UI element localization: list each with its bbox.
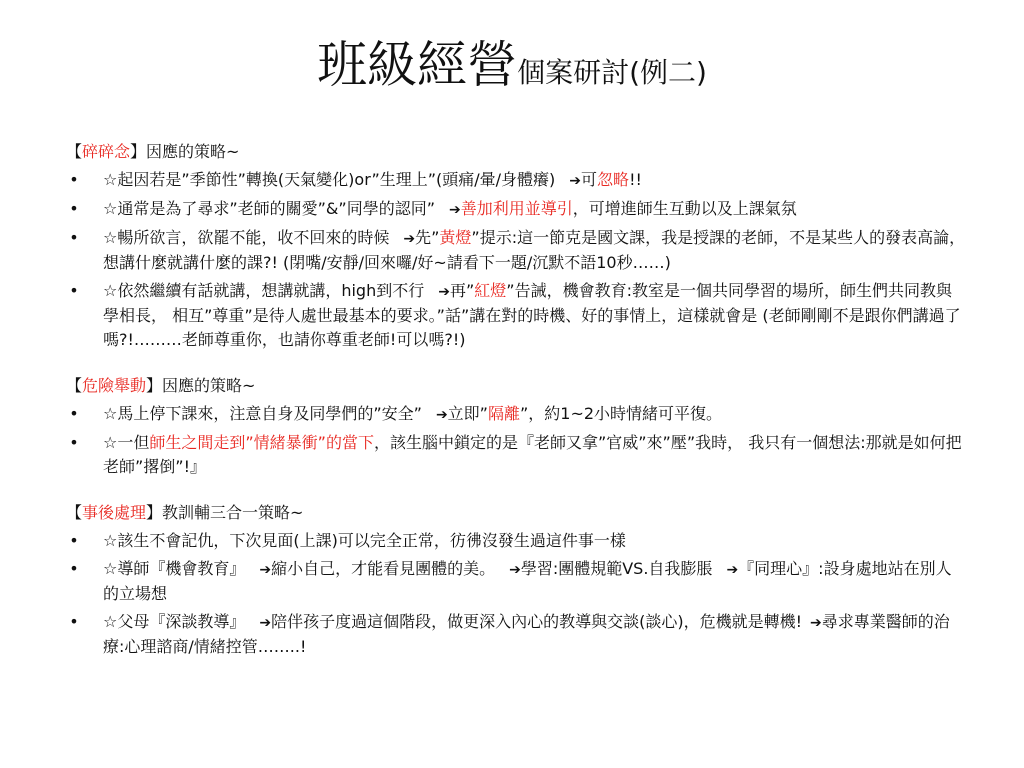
bullet-text: ☆暢所欲言，欲罷不能，收不回來的時候 — [103, 228, 390, 247]
list-item — [66, 226, 966, 275]
section-nagging — [66, 140, 966, 352]
list-item — [66, 610, 966, 659]
bracket-open: 【 — [66, 503, 83, 522]
bullet-icon: • — [69, 228, 79, 247]
highlight-text: 紅燈 — [474, 281, 507, 300]
bullet-icon: • — [69, 281, 79, 300]
highlight-text: 黃燈 — [439, 228, 472, 247]
highlight-text: 隔離 — [487, 404, 520, 423]
bullet-text: ”，約1~2小時情緒可平復。 — [519, 404, 723, 423]
section-heading — [66, 140, 966, 164]
section-strategy: 因應的策略~ — [162, 376, 256, 395]
highlight-text: 善加利用並導引 — [460, 199, 573, 218]
list-item — [66, 279, 966, 352]
arrow-right-icon: ➔ — [259, 562, 272, 578]
arrow-right-icon: ➔ — [435, 407, 448, 423]
bullet-text: 立即” — [447, 404, 488, 423]
bullet-icon: • — [69, 199, 79, 218]
bullet-text: 『同理心』:設身處地站在別人的立場想 — [103, 559, 952, 603]
list-item — [66, 431, 966, 479]
bullet-icon: • — [69, 170, 79, 189]
list-item — [66, 402, 966, 427]
bullet-text: ，該生腦中鎖定的是『老師又拿”官威”來”壓”我時， 我只有一個想法:那就是如何把老師”撂倒”!』 — [103, 433, 962, 476]
arrow-right-icon: ➔ — [726, 562, 739, 578]
section-dangerous-behavior — [66, 374, 966, 479]
bullet-text: 尋求專業醫師的治療:心理諮商/情緒控管……..! — [103, 612, 950, 656]
bullet-text: 先” — [415, 228, 440, 247]
bracket-close: 】 — [130, 142, 147, 161]
arrow-right-icon: ➔ — [509, 562, 521, 578]
arrow-right-icon: ➔ — [403, 231, 416, 247]
bullet-text: ☆通常是為了尋求”老師的關愛”&”同學的認同” — [103, 199, 435, 218]
section-heading — [66, 501, 966, 525]
arrow-right-icon: ➔ — [448, 202, 461, 218]
bullet-icon: • — [69, 404, 79, 423]
section-keyword: 碎碎念 — [82, 142, 131, 161]
arrow-right-icon: ➔ — [259, 615, 272, 631]
list-item — [66, 197, 966, 222]
bullet-text: 學習:團體規範VS.自我膨脹 — [520, 559, 713, 578]
bullet-text: ☆起因若是”季節性”轉換(天氣變化)or”生理上”(頭痛/暈/身體癢) — [103, 170, 556, 189]
list-item — [66, 529, 966, 553]
bullet-list — [66, 529, 966, 659]
section-heading — [66, 374, 966, 398]
bullet-list — [66, 168, 966, 352]
section-strategy: 教訓輔三合一策略~ — [162, 503, 304, 522]
highlight-text: 忽略 — [597, 170, 630, 189]
bullet-text: 陪伴孩子度過這個階段，做更深入內心的教導與交談(談心)，危機就是轉機! — [271, 612, 802, 631]
bracket-close: 】 — [146, 376, 163, 395]
bullet-text: 可 — [581, 170, 598, 189]
arrow-right-icon: ➔ — [569, 173, 582, 189]
bullet-text: !! — [629, 170, 642, 189]
arrow-right-icon: ➔ — [438, 284, 450, 300]
bracket-open: 【 — [66, 142, 83, 161]
bullet-text: ，可增進師生互動以及上課氣氛 — [572, 199, 797, 218]
bullet-text: ”告誡，機會教育:教室是一個共同學習的場所，師生們共同教與學相長， 相互”尊重”是待人處世最基本的要求。”話”講在對的時機、好的事情上，這樣就會是 (老師剛剛不是跟你們講過了嗎?!………老師尊重你，也請你尊重老師!可以嗎?!) — [103, 281, 961, 349]
bullet-text: ☆該生不會記仇，下次見面(上課)可以完全正常，彷彿沒發生過這件事一樣 — [103, 531, 626, 550]
title-sub: 個案研討(例二) — [517, 56, 707, 89]
bullet-text: ☆導師『機會教育』 — [103, 559, 246, 578]
bullet-text: ”提示:這一節克是國文課，我是授課的老師，不是某些人的發表高論， 想講什麼就講什麼的課?! (閉嘴/安靜/回來囉/好~請看下一題/沉默不語10秒……) — [103, 228, 966, 272]
bullet-text: ☆一但 — [103, 433, 150, 452]
section-keyword: 危險舉動 — [82, 376, 147, 395]
list-item — [66, 168, 966, 193]
bullet-list — [66, 402, 966, 479]
section-follow-up — [66, 501, 966, 659]
bullet-text: ☆馬上停下課來，注意自身及同學們的”安全” — [103, 404, 422, 423]
section-strategy: 因應的策略~ — [146, 142, 240, 161]
bullet-icon: • — [69, 612, 79, 631]
bullet-icon: • — [69, 531, 79, 550]
list-item — [66, 557, 966, 606]
title-main: 班級經營 — [317, 36, 518, 94]
section-keyword: 事後處理 — [82, 503, 147, 522]
bullet-text: ☆父母『深談教導』 — [103, 612, 246, 631]
bracket-open: 【 — [66, 376, 83, 395]
bullet-icon: • — [69, 433, 79, 452]
bullet-text: 縮小自己，才能看見團體的美。 — [271, 559, 496, 578]
bracket-close: 】 — [146, 503, 163, 522]
slide-content — [66, 140, 966, 659]
slide-title — [0, 38, 1024, 93]
bullet-text: 再” — [449, 281, 475, 300]
bullet-text: ☆依然繼續有話就講，想講就講，high到不行 — [103, 281, 425, 300]
highlight-text: 師生之間走到”情緒暴衝”的當下 — [149, 433, 374, 452]
arrow-right-icon: ➔ — [810, 615, 822, 631]
bullet-icon: • — [69, 559, 79, 578]
